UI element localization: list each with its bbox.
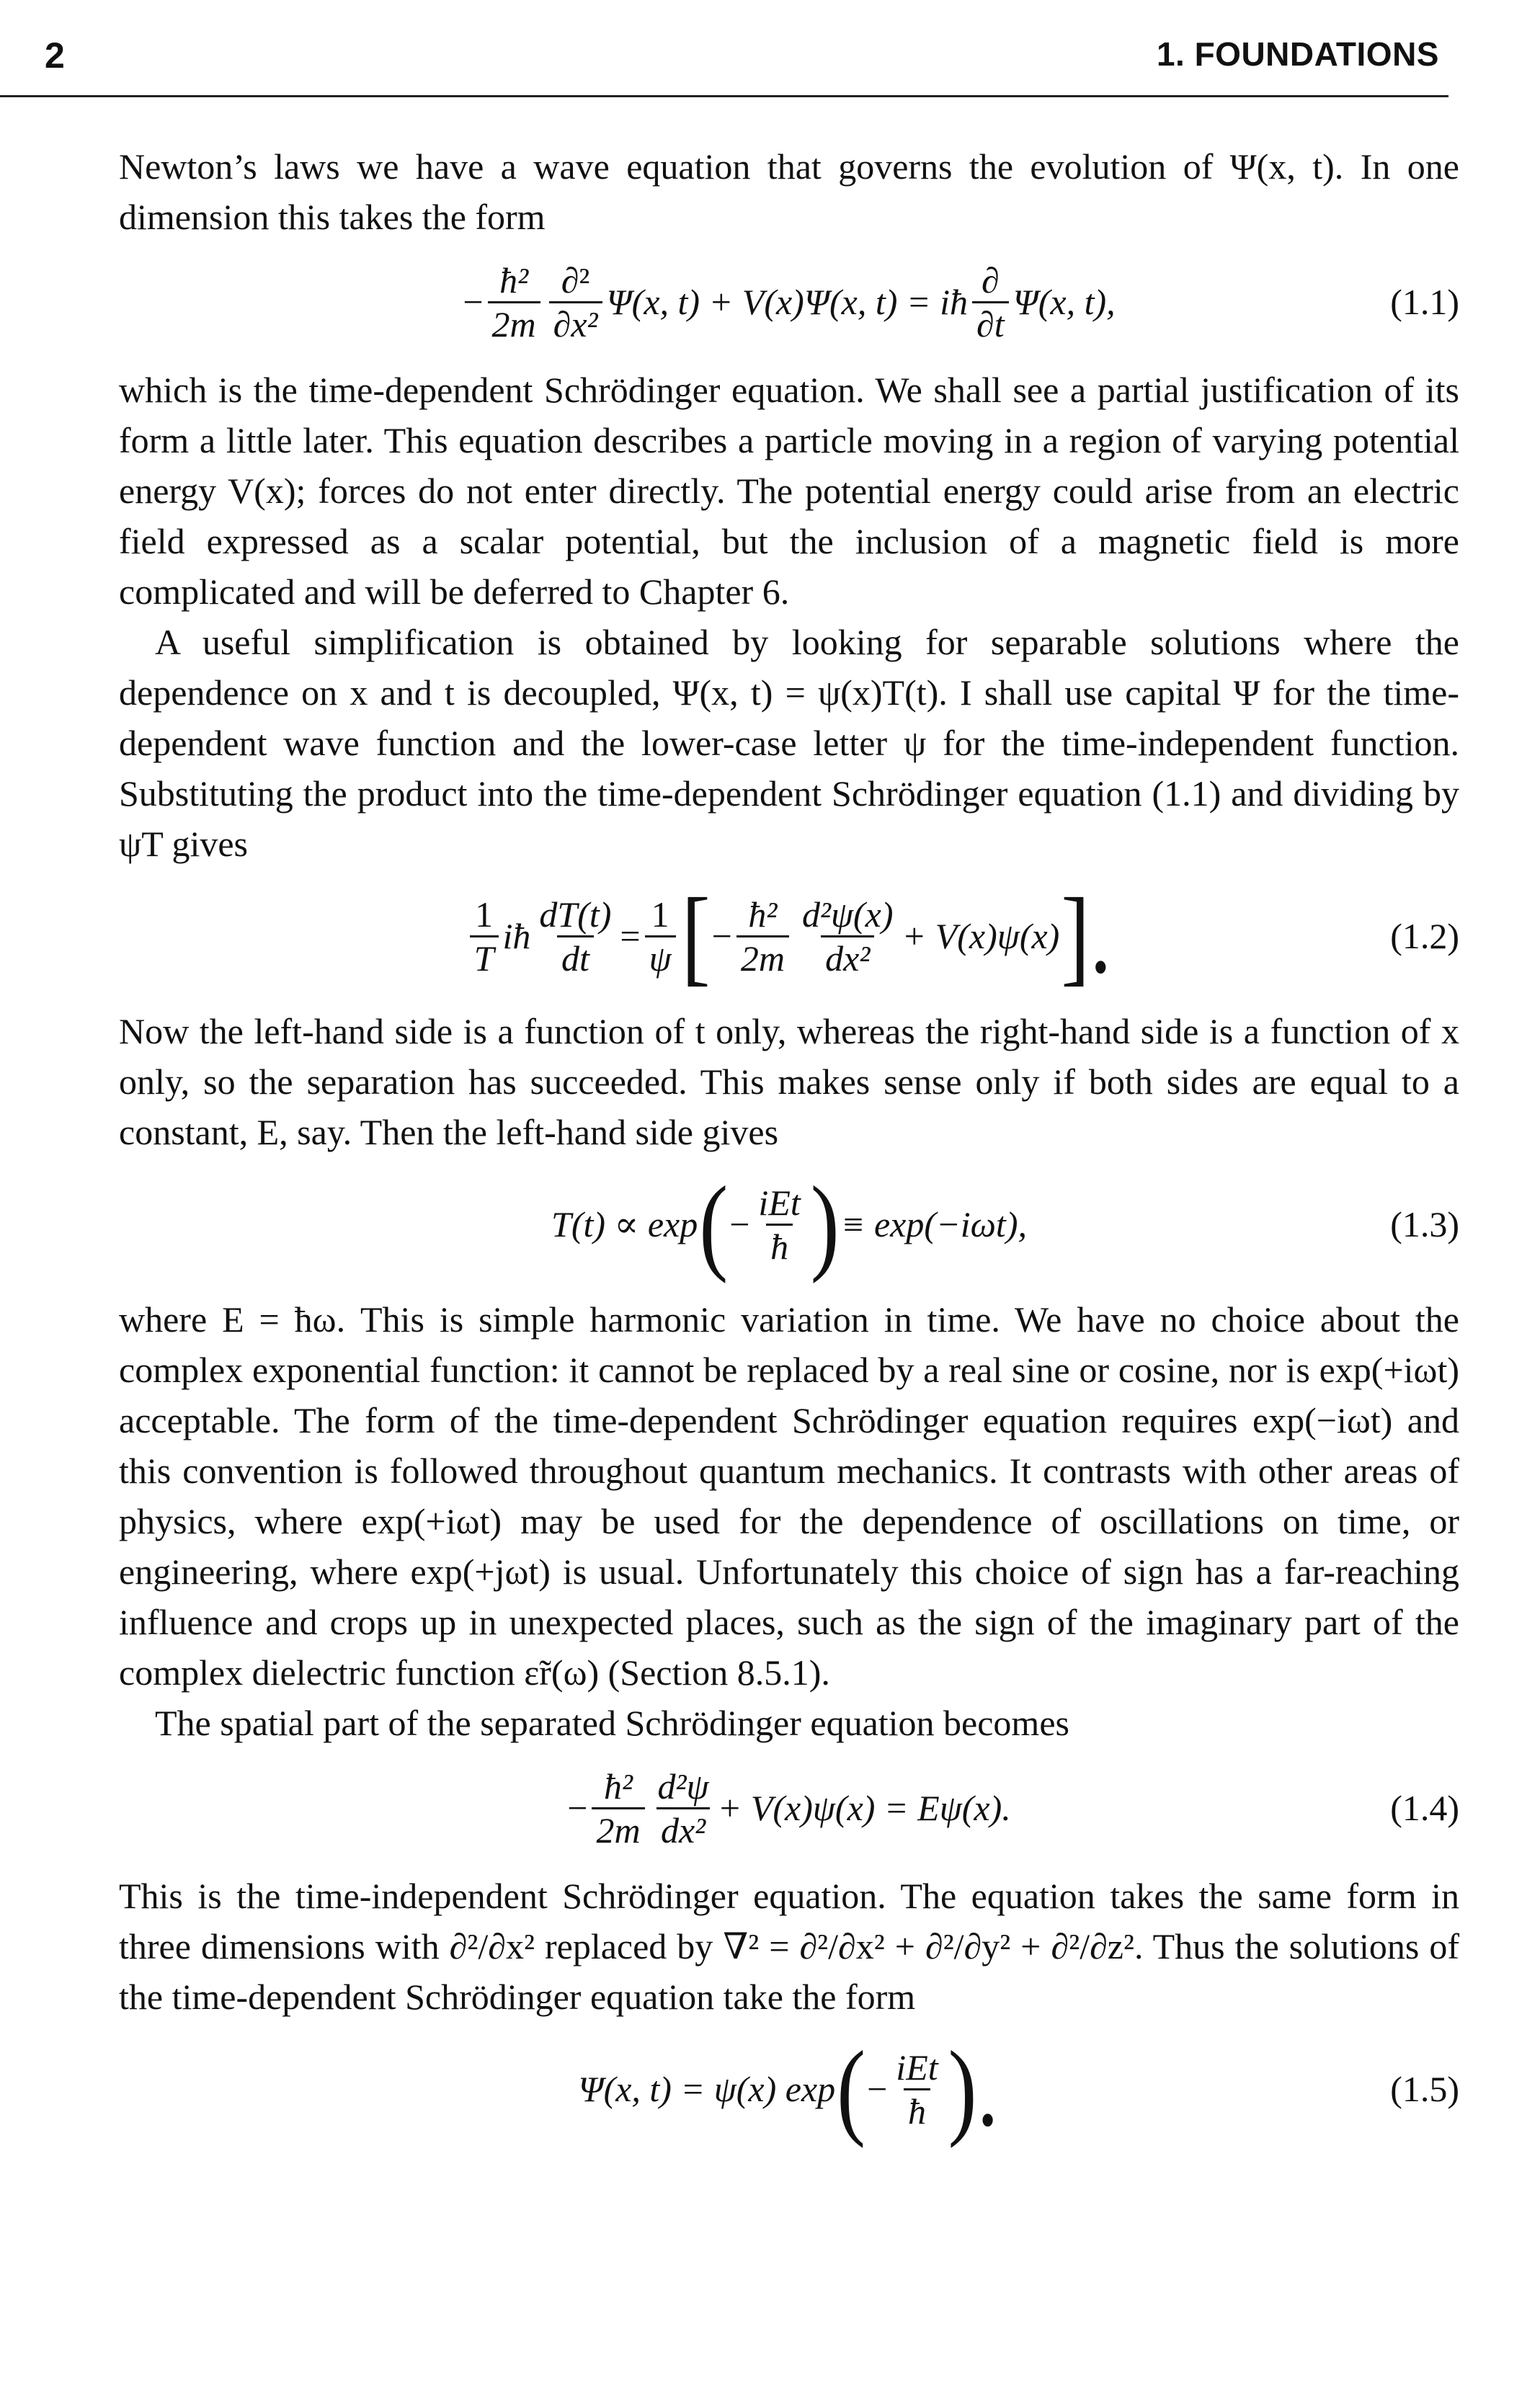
eq3-lhs: T(t) ∝ exp <box>551 1204 698 1244</box>
equation-1-4 <box>119 1754 1459 1862</box>
eq4-f2-num: d²ψ <box>657 1765 709 1807</box>
eq2-f5-den: dx² <box>821 935 874 979</box>
eq4-fraction-d2psi <box>654 1765 713 1851</box>
eq5-right-paren: ). <box>948 2028 999 2149</box>
eq2-f2-num: dT(t) <box>539 894 612 935</box>
eq5-fraction-iEt <box>891 2046 942 2132</box>
equation-1-2 <box>119 875 1459 997</box>
eq4-fraction-hbar <box>592 1765 644 1851</box>
eq4-tail: + V(x)ψ(x) = Eψ(x). <box>717 1788 1011 1828</box>
eq5-minus: − <box>867 2069 888 2109</box>
eq1-f1-den: 2m <box>488 301 540 345</box>
eq2-f1-num: 1 <box>475 894 494 935</box>
paragraph-3: A useful simplification is obtained by looking for separable solutions where the dependence on x and t is decoupled, Ψ(x, t) = ψ(x)T(t). I shall use capital Ψ for the time-dependent wave function and the lower-case letter ψ for the time-independent function. Substituting the product into the time-dependent Schrödinger equation (1.1) and dividing by ψT gives <box>119 622 1459 864</box>
eq1-f3-num: ∂ <box>981 259 1000 300</box>
eq2-f3-num: 1 <box>651 894 669 935</box>
eq2-f5-num: d²ψ(x) <box>801 894 894 935</box>
equation-1-5 <box>119 2028 1459 2150</box>
equation-number: (1.1) <box>1390 282 1459 322</box>
running-header: 1. FOUNDATIONS <box>1156 35 1439 73</box>
header-rule <box>0 95 1448 97</box>
eq1-f2-den: ∂x² <box>549 301 602 345</box>
eq2-f4-den: 2m <box>736 935 789 979</box>
equation-number: (1.5) <box>1390 2069 1459 2109</box>
page-number: 2 <box>45 35 66 76</box>
eq5-f-num: iEt <box>896 2046 938 2088</box>
eq2-ihbar: iħ <box>502 916 531 956</box>
paragraph-4: Now the left-hand side is a function of t only, whereas the right-hand side is a function of x only, so the separation has succeeded. This makes sense only if both sides are equal to a constant, E, say. Then the left-hand side gives <box>119 1011 1459 1152</box>
page-body <box>119 141 1459 2159</box>
eq2-tail: + V(x)ψ(x) <box>902 916 1060 956</box>
equation-1-1 <box>119 248 1459 356</box>
eq3-left-paren: ( <box>699 1164 729 1284</box>
eq2-left-bracket: [ <box>681 876 711 996</box>
equation-1-3 <box>119 1163 1459 1286</box>
paragraph-6: The spatial part of the separated Schrödinger equation becomes <box>155 1703 1069 1743</box>
equation-number: (1.3) <box>1390 1204 1459 1244</box>
eq3-right-paren: ) <box>810 1164 840 1284</box>
eq5-lhs: Ψ(x, t) = ψ(x) exp <box>578 2069 836 2109</box>
eq5-f-den: ħ <box>904 2088 930 2132</box>
paragraph-2: which is the time-dependent Schrödinger equation. We shall see a partial justification of its form a little later. This equation describes a particle moving in a region of varying potential energy V(x); forces do not enter directly. The potential energy could arise from an electric field expressed as a scalar potential, but the inclusion of a magnetic field is more complicated and will be deferred to Chapter 6. <box>119 370 1459 612</box>
eq2-fraction-d2psi <box>798 894 898 979</box>
eq4-minus: − <box>567 1788 588 1828</box>
eq1-tail: Ψ(x, t), <box>1012 282 1116 322</box>
eq2-fraction-dTdt <box>535 894 615 979</box>
eq2-f3-den: ψ <box>645 935 676 979</box>
equation-number: (1.4) <box>1390 1788 1459 1828</box>
eq4-f1-num: ħ² <box>603 1765 633 1807</box>
eq2-equals: = <box>620 916 641 956</box>
paragraph-7: This is the time-independent Schrödinger equation. The equation takes the same form in three dimensions with ∂²/∂x² replaced by ∇² = ∂²/∂x² + ∂²/∂y² + ∂²/∂z². Thus the solutions of the time-dependent Schrödinger equation take the form <box>119 1876 1459 2017</box>
eq1-fraction-d2dx2 <box>549 259 602 345</box>
eq2-fraction-1-over-psi <box>645 894 676 979</box>
eq5-left-paren: ( <box>837 2028 866 2149</box>
eq1-fraction-hbar <box>488 259 540 345</box>
eq3-tail: ≡ exp(−iωt), <box>840 1204 1027 1244</box>
eq4-f2-den: dx² <box>656 1807 710 1851</box>
eq1-f1-num: ħ² <box>499 259 529 300</box>
eq3-minus: − <box>729 1204 750 1244</box>
eq2-f1-den: T <box>470 935 499 979</box>
eq2-fraction-hbar <box>736 894 789 979</box>
eq2-minus: − <box>711 916 732 956</box>
eq4-f1-den: 2m <box>592 1807 644 1851</box>
paragraph-1: Newton’s laws we have a wave equation that governs the evolution of Ψ(x, t). In one dimension this takes the form <box>119 146 1459 237</box>
equation-number: (1.2) <box>1390 916 1459 956</box>
eq1-middle: Ψ(x, t) + V(x)Ψ(x, t) = iħ <box>606 282 969 322</box>
eq1-f2-num: ∂² <box>561 259 590 300</box>
eq2-right-bracket: ]. <box>1061 876 1112 996</box>
paragraph-5: where E = ħω. This is simple harmonic variation in time. We have no choice about the complex exponential function: it cannot be replaced by a real sine or cosine, nor is exp(+iωt) acceptable. The form of the time-dependent Schrödinger equation requires exp(−iωt) and this convention is followed throughout quantum mechanics. It contrasts with other areas of physics, where exp(+iωt) may be used for the dependence of oscillations on time, or engineering, where exp(+jωt) is usual. Unfortunately this choice of sign has a far-reaching influence and crops up in unexpected places, such as the sign of the imaginary part of the complex dielectric function ε̃r(ω) (Section 8.5.1). <box>119 1299 1459 1693</box>
eq1-f3-den: ∂t <box>972 301 1009 345</box>
eq2-f4-num: ħ² <box>748 894 778 935</box>
eq3-fraction-iEt <box>754 1182 804 1268</box>
eq3-f-num: iEt <box>758 1182 801 1223</box>
eq1-fraction-ddt <box>972 259 1009 345</box>
eq3-f-den: ħ <box>766 1224 793 1268</box>
eq1-minus: − <box>463 282 484 322</box>
eq2-fraction-1-over-T <box>470 894 499 979</box>
eq2-f2-den: dt <box>557 935 594 979</box>
